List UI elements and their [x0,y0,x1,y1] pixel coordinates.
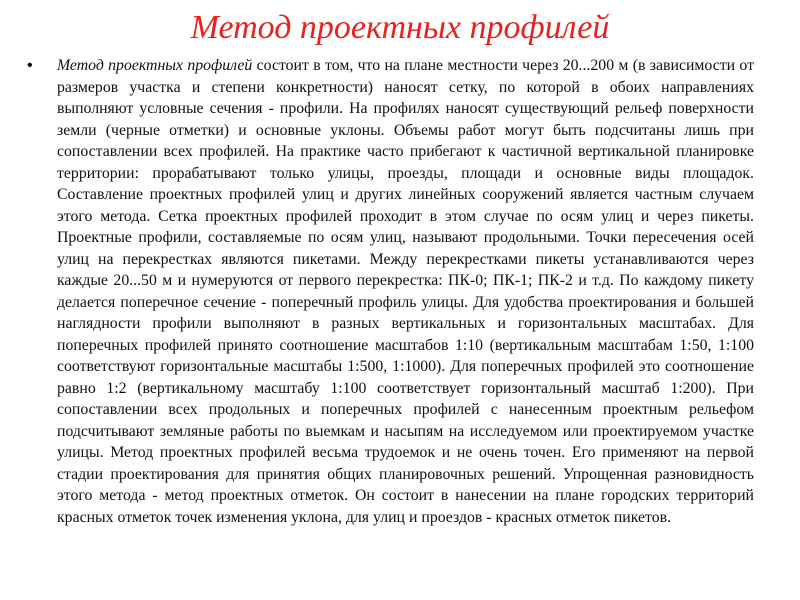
bullet-point-icon: • [27,57,33,74]
bullet-item [26,55,754,528]
slide-title: Метод проектных профилей [190,9,610,46]
lead-term: Метод проектных профилей [57,57,253,74]
paragraph-body: состоит в том, что на плане местности через 20...200 м (в зависимости от размеров участка и степени конкретности) наносят сетку, по которой в обоих направлениях выполняют условные сечения - профили. На профилях наносят существующий рельеф поверхности земли (черные отметки) и основные уклоны. Объемы работ могут быть подсчитаны лишь при сопоставлении всех профилей. На практике часто прибегают к частичной вертикальной планировке территории: прорабатывают только улицы, проезды, площади и основные виды площадок. Составление проектных профилей улиц и других линейных сооружений является частным случаем этого метода. Сетка проектных профилей проходит в этом случае по осям улиц и через пикеты. Проектные профили, составляемые по осям улиц, называют продольными. Точки пересечения осей улиц на перекрестках являются пикетами. Между перекрестками пикеты устанавливаются через каждые 20...50 м и нумеруются от первого перекрестка: ПК-0; ПК-1; ПК-2 и т.д. По каждому пикету делается поперечное сечение - поперечный профиль улицы. Для удобства проектирования и большей наглядности профили выполняют в разных вертикальных и горизонтальных масштабах. Для поперечных профилей принято соотношение масштабов 1:10 (вертикальным масштабам 1:50, 1:100 соответствуют горизонтальные масштабы 1:500, 1:1000). Для поперечных профилей это соотношение равно 1:2 (вертикальному масштабу 1:100 соответствует горизонтальный масштаб 1:200). При сопоставлении всех продольных и поперечных профилей с нанесенным проектным рельефом подсчитывают земляные работы по выемкам и насыпям на исследуемом или проектируемом участке улицы. Метод проектных профилей весьма трудоемок и не очень точен. Его применяют на первой стадии проектирования для принятия общих планировочных решений. Упрощенная разновидность этого метода - метод проектных отметок. Он состоит в нанесении на плане городских территорий красных отметок точек изменения уклона, для улиц и проездов - красных отметок пикетов. [57,57,754,526]
bullet-list [26,55,754,528]
paragraph [57,55,754,528]
